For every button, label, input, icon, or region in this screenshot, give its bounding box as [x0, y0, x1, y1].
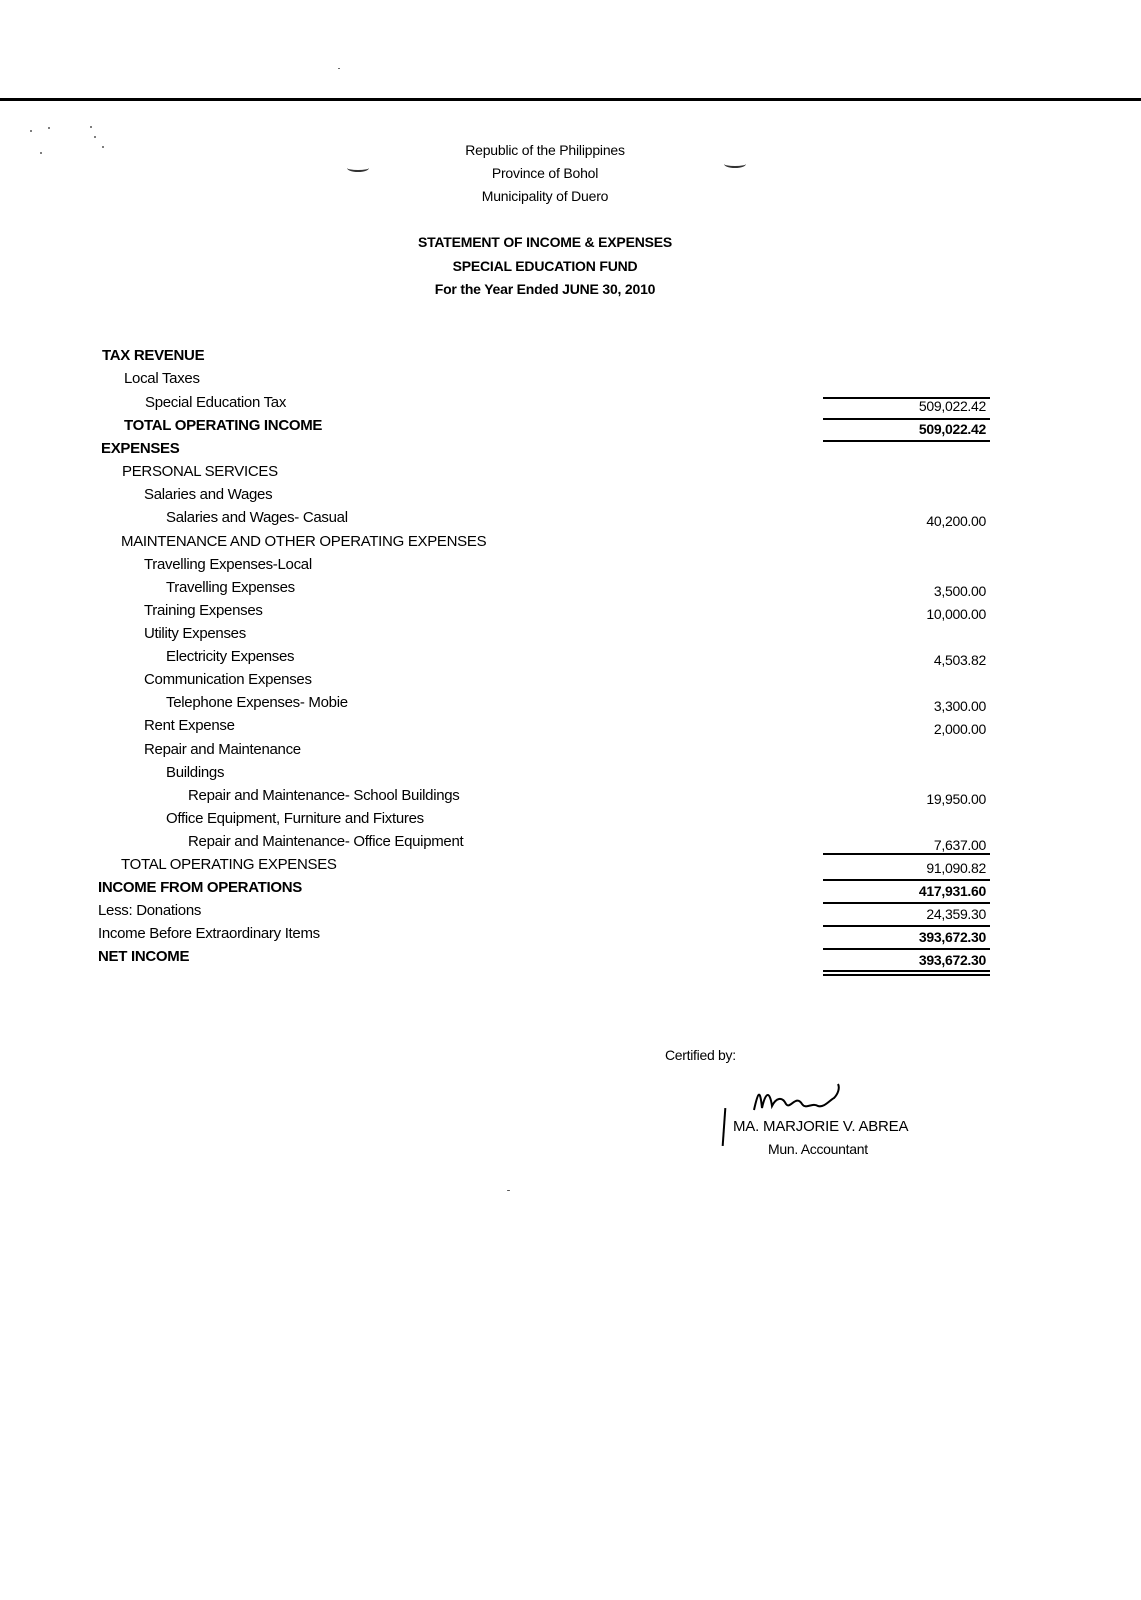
row-total-operating-income	[0, 417, 1141, 437]
item-amount: 2,000.00	[933, 721, 986, 737]
row-office-equipment	[0, 810, 1141, 830]
row-total-operating-expenses	[0, 856, 1141, 876]
group-label: Utility Expenses	[144, 625, 246, 642]
item-label: Travelling Expenses	[166, 579, 295, 596]
row-less-donations	[0, 902, 1141, 922]
row-electricity-expenses	[0, 648, 1141, 668]
group-label: Office Equipment, Furniture and Fixtures	[166, 810, 424, 827]
item-amount: 7,637.00	[933, 837, 986, 853]
signature-stroke	[722, 1108, 727, 1146]
row-travelling-expenses	[0, 579, 1141, 599]
total-label: INCOME FROM OPERATIONS	[98, 879, 302, 896]
item-amount: 40,200.00	[926, 513, 986, 529]
row-telephone-mobile	[0, 694, 1141, 714]
statement-title: STATEMENT OF INCOME & EXPENSES	[417, 234, 673, 250]
fund-title: SPECIAL EDUCATION FUND	[452, 258, 638, 274]
rule-line	[823, 397, 990, 399]
scan-speck	[338, 68, 340, 69]
row-expenses	[0, 440, 1141, 460]
row-buildings	[0, 764, 1141, 784]
scan-speck	[30, 130, 32, 132]
row-income-from-operations	[0, 879, 1141, 899]
row-communication-expenses	[0, 671, 1141, 691]
double-rule-line	[823, 970, 990, 972]
item-label: Salaries and Wages- Casual	[166, 509, 348, 526]
row-repair-maintenance	[0, 741, 1141, 761]
item-amount: 3,500.00	[933, 583, 986, 599]
group-label: Salaries and Wages	[144, 486, 273, 503]
signature-scribble	[752, 1080, 852, 1120]
total-amount: 417,931.60	[918, 883, 986, 899]
row-tax-revenue	[0, 347, 1141, 367]
item-label: Rent Expense	[144, 717, 235, 734]
total-amount: 91,090.82	[926, 860, 986, 876]
group-label: Communication Expenses	[144, 671, 312, 688]
total-label: NET INCOME	[98, 948, 190, 965]
double-rule-line	[823, 974, 990, 976]
group-label: Repair and Maintenance	[144, 741, 301, 758]
item-label: Less: Donations	[98, 902, 202, 919]
item-label: Electricity Expenses	[166, 648, 295, 665]
row-income-before-extraordinary	[0, 925, 1141, 945]
item-amount: 3,300.00	[933, 698, 986, 714]
group-label: Local Taxes	[124, 370, 200, 387]
item-amount: 24,359.30	[926, 906, 986, 922]
rule-line	[823, 853, 990, 855]
row-salaries-casual	[0, 509, 1141, 529]
group-label: Travelling Expenses-Local	[144, 556, 312, 573]
total-amount: 393,672.30	[918, 929, 986, 945]
top-rule	[0, 98, 1141, 101]
period-title: For the Year Ended JUNE 30, 2010	[434, 281, 656, 297]
total-label: Income Before Extraordinary Items	[98, 925, 320, 942]
item-amount: 4,503.82	[933, 652, 986, 668]
item-label: Telephone Expenses- Mobie	[166, 694, 348, 711]
row-repair-school-buildings	[0, 787, 1141, 807]
item-amount: 19,950.00	[926, 791, 986, 807]
row-repair-office-equipment	[0, 833, 1141, 853]
certified-by-label: Certified by:	[665, 1047, 736, 1063]
row-rent-expense	[0, 717, 1141, 737]
total-amount: 393,672.30	[918, 952, 986, 968]
item-label: Repair and Maintenance- Office Equipment	[188, 833, 464, 850]
total-amount: 509,022.42	[918, 421, 986, 437]
group-label: MAINTENANCE AND OTHER OPERATING EXPENSES	[121, 533, 487, 550]
header-province: Province of Bohol	[491, 165, 599, 181]
total-label: TOTAL OPERATING INCOME	[124, 417, 323, 434]
section-label: EXPENSES	[101, 440, 180, 457]
item-label: Training Expenses	[144, 602, 263, 619]
row-net-income	[0, 948, 1141, 968]
row-local-taxes	[0, 370, 1141, 390]
row-training-expenses	[0, 602, 1141, 622]
item-amount: 10,000.00	[926, 606, 986, 622]
group-label: Buildings	[166, 764, 225, 781]
header-republic: Republic of the Philippines	[465, 142, 625, 158]
row-mooe	[0, 533, 1141, 553]
item-label: Special Education Tax	[145, 394, 287, 411]
accountant-name: MA. MARJORIE V. ABREA	[733, 1118, 909, 1135]
item-amount: 509,022.42	[918, 398, 986, 414]
total-label: TOTAL OPERATING EXPENSES	[121, 856, 337, 873]
row-personal-services	[0, 463, 1141, 483]
row-travelling-local	[0, 556, 1141, 576]
section-label: TAX REVENUE	[102, 347, 205, 364]
item-label: Repair and Maintenance- School Buildings	[188, 787, 460, 804]
accountant-title: Mun. Accountant	[768, 1141, 868, 1157]
scan-speck	[90, 126, 92, 128]
row-salaries-and-wages	[0, 486, 1141, 506]
row-utility-expenses	[0, 625, 1141, 645]
header-municipality: Municipality of Duero	[481, 188, 609, 204]
scan-speck	[94, 136, 96, 138]
scan-speck	[507, 1190, 510, 1191]
group-label: PERSONAL SERVICES	[122, 463, 278, 480]
scan-speck	[48, 127, 50, 129]
